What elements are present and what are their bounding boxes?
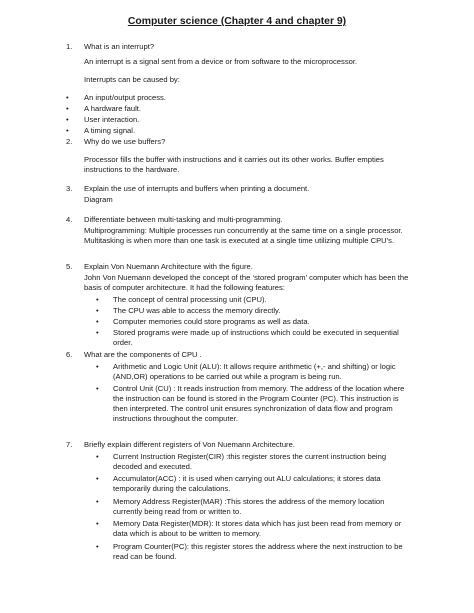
- causes-intro: Interrupts can be caused by:: [84, 75, 180, 84]
- bullet-icon: •: [96, 542, 99, 551]
- bullet-icon: •: [96, 306, 99, 315]
- question-text: What is an interrupt?: [84, 42, 155, 51]
- bullet-icon: •: [66, 126, 69, 135]
- bullet-icon: •: [96, 497, 99, 506]
- bullet-icon: •: [96, 328, 99, 337]
- bullet-icon: •: [66, 104, 69, 113]
- question-text: Explain the use of interrupts and buffers when printing a document.: [84, 184, 310, 193]
- question-number: 1.: [66, 42, 73, 51]
- bullet-icon: •: [66, 93, 69, 102]
- bullet-icon: •: [66, 115, 69, 124]
- answer-1: An interrupt is a signal sent from a device or from software to the microprocessor.: [84, 57, 358, 66]
- bullet-icon: •: [96, 384, 99, 393]
- question-number: 4.: [66, 215, 73, 224]
- answer-4: Multiprogramming: Multiple processes run concurrently at the same time on a single processor. Multitasking is when more than one task is executed at a single time utilizing multiple CPU’s.: [84, 226, 403, 246]
- question-text: Briefly explain different registers of Von Nuemann Architecture.: [84, 440, 295, 449]
- bullet-icon: •: [96, 474, 99, 483]
- question-number: 5.: [66, 262, 73, 271]
- bullet-icon: •: [96, 317, 99, 326]
- bullet-icon: •: [96, 362, 99, 371]
- document-page: Computer science (Chapter 4 and chapter 9) 1. What is an interrupt? An interrupt is a signal sent from a device or from software to the microprocessor. Interrupts can be caused by: • An input/output process. • A hardware fault. • User interaction. • A timing signal. 2. Why do we use buffers? Processor fills the buffer with instructions and it carries out its other works. Buffer empties instructions to the hardware. 3. Explain the use of interrupts and buffers when printing a document. Diagram 4. Differentiate between multi-tasking and multi-programming. Multiprogramming: Multiple processes run concurrently at the same time on a single processor. Multitasking is when more than one task is executed at a single time utilizing multiple CPU’s. 5. Explain Von Nuemann Architecture with the figure. John Von Nuemann developed the concept of the ‘stored program’ computer which has been the basis of computer architecture. It had the following features: • The concept of central processing unit (CPU). • The CPU was able to access the memory directly. • Computer memories could store programs as well as data. • Stored programs were made up of instructions which could be executed in sequential order. 6. What are the components of CPU . • Arithmetic and Logic Unit (ALU): It allows require arithmetic (+,- and shifting) or logic (AND,OR) operations to be carried out while a program is being run. • Control Unit (CU) : It reads instruction from memory. The address of the location where the instruction can be found is stored in the Program Counter (PC). This instruction is then interpreted. The control unit ensures synchronization of data flow and program instructions throughout the computer. 7. Briefly explain different registers of Von Nuemann Architecture. • Current Instruction Register(CIR) :this register stores the current instruction being decoded and executed. • Accumulator(ACC) : it is used when carrying out ALU calculations; it stores data temporarily during the calculations. • Memory Address Register(MAR) :This stores the address of the memory location currently being read from or written to. • Memory Data Register(MDR): It stores data which has just been read from memory or data which is about to be written to memory. • Program Counter(PC): this register stores the address where the next instruction to be read can be found.: [0, 0, 474, 613]
- bullet-icon: •: [96, 519, 99, 528]
- answer-5: John Von Nuemann developed the concept of the ‘stored program’ computer which has been the basis of computer architecture. It had the following features:: [84, 273, 409, 293]
- question-text: Differentiate between multi-tasking and multi-programming.: [84, 215, 283, 224]
- question-text: Explain Von Nuemann Architecture with the figure.: [84, 262, 253, 271]
- question-number: 2.: [66, 137, 73, 146]
- question-number: 6.: [66, 350, 73, 359]
- question-text: Why do we use buffers?: [84, 137, 166, 146]
- answer-3: Diagram: [84, 195, 113, 204]
- question-number: 3.: [66, 184, 73, 193]
- bullet-icon: •: [96, 452, 99, 461]
- question-number: 7.: [66, 440, 73, 449]
- page-title: Computer science (Chapter 4 and chapter 9): [127, 16, 347, 27]
- bullet-icon: •: [96, 295, 99, 304]
- answer-2: Processor fills the buffer with instructions and it carries out its other works. Buffer empties instructions to the hardware.: [84, 155, 384, 175]
- question-text: What are the components of CPU .: [84, 350, 202, 359]
